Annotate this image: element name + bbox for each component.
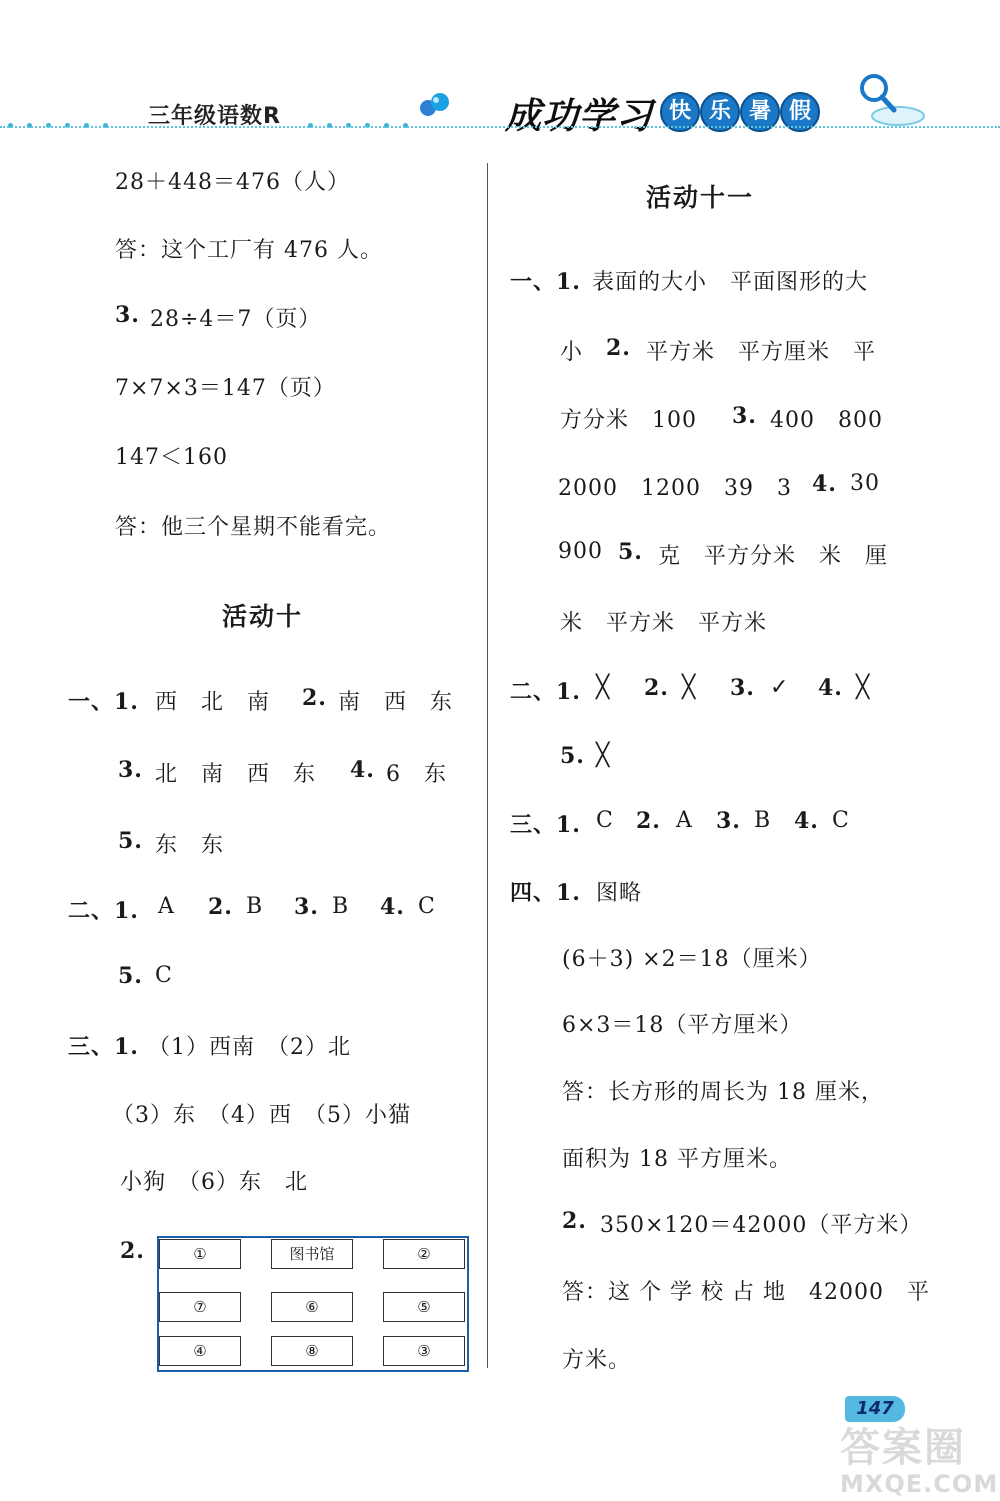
r-s1-n5: 5. <box>618 539 643 565</box>
r-s4-l5: 面积为 18 平方厘米。 <box>562 1147 792 1172</box>
l-s1-num3: 3. <box>118 757 143 783</box>
section-title-activity-11: 活动十一 <box>646 183 755 212</box>
header-badge-4: 假 <box>780 92 820 132</box>
left-line-3: 28÷4＝7（页） <box>150 307 322 332</box>
header-dots-left <box>8 113 122 119</box>
l-s1-ans5: 东 东 <box>155 833 225 858</box>
l-s1-num5: 5. <box>118 828 143 854</box>
left-line-6: 答：他三个星期不能看完。 <box>115 515 392 540</box>
r-s3-a1: C <box>596 808 614 833</box>
r-s1-l3b: 400 800 <box>770 408 883 433</box>
r-s2-a4: ╳ <box>856 675 871 700</box>
r-s4-n2: 2. <box>562 1208 587 1234</box>
l-s2-a3: B <box>332 894 350 919</box>
balloons-icon <box>414 90 454 122</box>
header-dots-mid <box>308 113 422 119</box>
r-s1-l4b: 30 <box>850 471 880 496</box>
r-s1-l4a: 2000 1200 39 3 <box>558 476 792 501</box>
r-s3-a4: C <box>832 808 850 833</box>
left-question-number: 3. <box>115 302 140 328</box>
r-s4-l6: 350×120＝42000（平方米） <box>600 1213 923 1238</box>
map-cell-6: ⑥ <box>271 1292 353 1322</box>
left-line-2: 答：这个工厂有 476 人。 <box>115 238 383 263</box>
r-s3-n4: 4. <box>794 808 819 834</box>
r-s1-n2: 2. <box>606 335 631 361</box>
l-s1-ans1: 西 北 南 <box>155 690 271 715</box>
l-s1-head: 一、1. <box>68 689 139 715</box>
r-s1-l2a: 小 <box>560 340 584 365</box>
r-s3-n2: 2. <box>636 808 661 834</box>
r-s4-l7: 答：这 个 学 校 占 地 42000 平 <box>562 1280 930 1305</box>
l-s3-n2: 2. <box>120 1238 145 1264</box>
header-badge-1: 快 <box>660 92 700 132</box>
l-s1-num2: 2. <box>302 685 327 711</box>
l-s1-ans4: 6 东 <box>386 762 447 787</box>
map-cell-library: 图书馆 <box>271 1239 353 1269</box>
r-s2-a5: ╳ <box>596 743 611 768</box>
r-s4-l2: (6＋3) ×2＝18（厘米） <box>562 947 822 972</box>
r-s3-a2: A <box>676 808 693 833</box>
left-line-4: 7×7×3＝147（页） <box>115 376 336 401</box>
page-number: 147 <box>845 1396 905 1422</box>
map-cell-3: ③ <box>383 1336 465 1366</box>
l-s2-a1: A <box>158 894 175 919</box>
header-badge-2: 乐 <box>700 92 740 132</box>
map-cell-2: ② <box>383 1239 465 1269</box>
r-s2-head: 二、1. <box>510 679 581 705</box>
l-s2-a5: C <box>155 963 173 988</box>
r-s4-l4: 答：长方形的周长为 18 厘米， <box>562 1080 884 1105</box>
l-s1-num4: 4. <box>350 757 375 783</box>
l-s2-head: 二、1. <box>68 898 139 924</box>
map-cell-8: ⑧ <box>271 1336 353 1366</box>
l-s3-l2: （3）东 （4）西 （5）小猫 <box>112 1103 411 1128</box>
r-s1-l6: 米 平方米 平方米 <box>560 611 768 636</box>
section-title-activity-10: 活动十 <box>222 602 304 631</box>
map-cell-1: ① <box>159 1239 241 1269</box>
header-grade-label: 三年级语数R <box>148 104 281 129</box>
r-s4-head: 四、1. <box>510 880 581 906</box>
r-s1-l1: 表面的大小 平面图形的大 <box>592 270 869 295</box>
r-s1-n4: 4. <box>812 471 837 497</box>
r-s4-l8: 方米。 <box>562 1348 632 1373</box>
l-s3-head: 三、1. <box>68 1034 139 1060</box>
map-cell-7: ⑦ <box>159 1292 241 1322</box>
l-s2-a2: B <box>246 894 264 919</box>
r-s1-l5b: 克 平方分米 米 厘 <box>658 544 889 569</box>
map-cell-4: ④ <box>159 1336 241 1366</box>
r-s1-head: 一、1. <box>510 269 581 295</box>
r-s1-l5a: 900 <box>558 539 603 564</box>
r-s2-a1: ╳ <box>596 675 611 700</box>
l-s2-n4: 4. <box>380 894 405 920</box>
map-cell-5: ⑤ <box>383 1292 465 1322</box>
r-s4-l3: 6×3＝18（平方厘米） <box>562 1013 803 1038</box>
left-line-5: 147＜160 <box>115 445 228 470</box>
header-badge-3: 暑 <box>740 92 780 132</box>
magnifier-icon <box>848 68 928 132</box>
column-divider <box>487 163 488 1368</box>
r-s2-a2: ╳ <box>682 675 697 700</box>
l-s3-l1: （1）西南 （2）北 <box>148 1035 351 1060</box>
watermark-url: MXQE.COM <box>840 1470 999 1498</box>
l-s1-ans3: 北 南 西 东 <box>155 762 317 787</box>
r-s3-a3: B <box>754 808 772 833</box>
watermark-big: 答案圈 <box>840 1425 966 1471</box>
r-s2-a3: ✓ <box>770 675 790 700</box>
map-grid <box>157 1236 469 1372</box>
r-s2-n2: 2. <box>644 675 669 701</box>
r-s1-l3a: 方分米 100 <box>560 408 697 433</box>
l-s3-l3: 小狗 （6）东 北 <box>120 1170 308 1195</box>
r-s3-head: 三、1. <box>510 812 581 838</box>
r-s4-l1: 图略 <box>596 881 643 906</box>
l-s2-n5: 5. <box>118 963 143 989</box>
r-s1-l2b: 平方米 平方厘米 平 <box>646 340 877 365</box>
r-s2-n3: 3. <box>730 675 755 701</box>
r-s1-n3: 3. <box>732 403 757 429</box>
l-s2-n2: 2. <box>208 894 233 920</box>
l-s2-n3: 3. <box>294 894 319 920</box>
r-s3-n3: 3. <box>716 808 741 834</box>
watermark <box>840 1426 998 1498</box>
l-s2-a4: C <box>418 894 436 919</box>
r-s2-n5: 5. <box>560 743 585 769</box>
header-divider <box>0 126 1000 128</box>
r-s2-n4: 4. <box>818 675 843 701</box>
header-logo: 成功学习 <box>505 96 654 137</box>
l-s1-ans2: 南 西 东 <box>338 690 454 715</box>
left-line-1: 28＋448＝476（人） <box>115 170 350 195</box>
